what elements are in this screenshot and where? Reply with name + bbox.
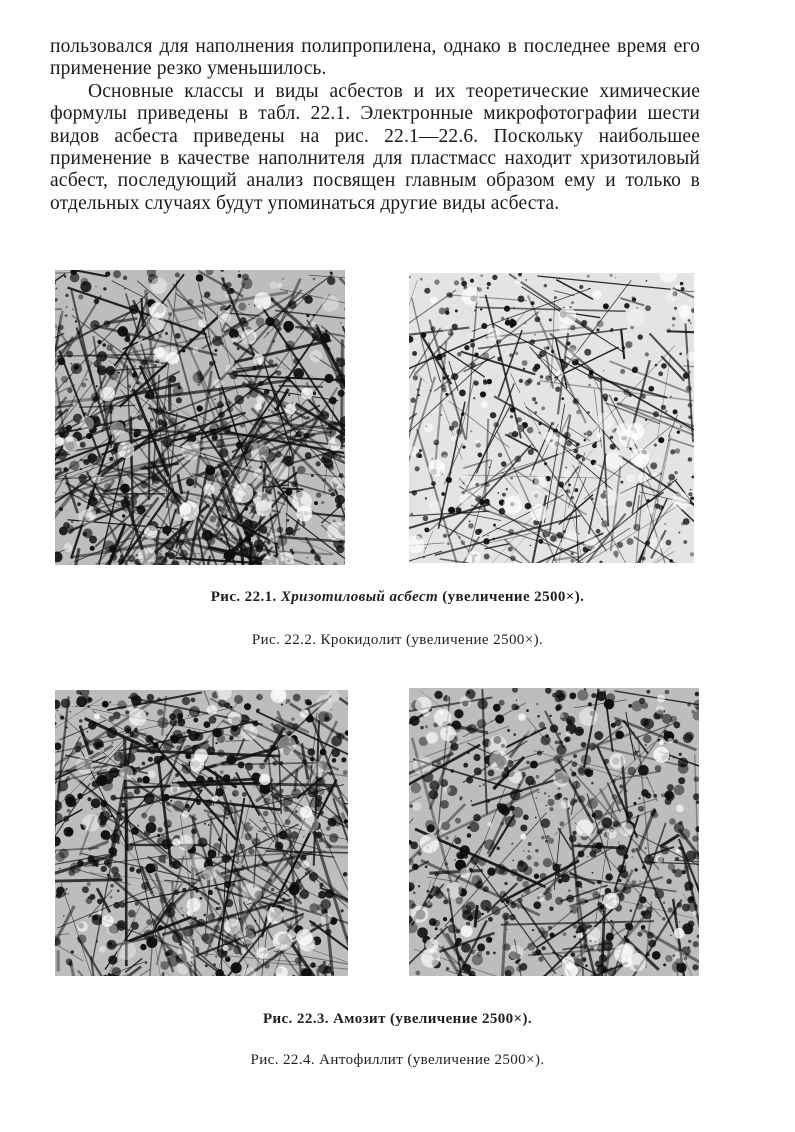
caption-title: Антофиллит — [319, 1052, 404, 1068]
caption-title: Крокидолит — [320, 632, 402, 648]
caption-magnification: (увеличение 2500×). — [442, 589, 585, 605]
micrograph-anthophyllite — [409, 688, 699, 976]
caption-title: Амозит — [333, 1011, 386, 1027]
micrograph-amosite — [55, 690, 348, 976]
caption-magnification: (увеличение 2500×). — [390, 1011, 533, 1027]
caption-figure-22-1 — [0, 589, 795, 606]
body-text — [50, 36, 700, 215]
caption-magnification: (увеличение 2500×). — [407, 1052, 545, 1068]
caption-label: Рис. 22.4. — [250, 1052, 316, 1068]
micrograph-chrysotile — [55, 270, 345, 565]
caption-label: Рис. 22.3. — [262, 1011, 329, 1027]
paragraph-asbestos-classes: Основные классы и виды асбестов и их теоретические химические формулы приведены в табл. 22.1. Электронные микрофотографии шести видов асбеста приведены на рис. 22.1—22.6. Поскольку наибольшее применение в качестве наполнителя для пластмасс находит хризотиловый асбест, последующий анализ посвящен главным образом ему и только в отдельных случаях будут упоминаться другие виды асбеста. — [50, 80, 700, 214]
caption-label: Рис. 22.2. — [251, 632, 317, 648]
caption-label: Рис. 22.1. — [210, 589, 277, 605]
caption-figure-22-3 — [0, 1011, 795, 1028]
paragraph-continuation: пользовался для наполнения полипропилена, однако в последнее время его применение резко уменьшилось. — [50, 36, 700, 80]
caption-figure-22-2 — [0, 632, 795, 649]
caption-magnification: (увеличение 2500×). — [406, 632, 544, 648]
caption-title: Хризотиловый асбест — [280, 589, 439, 605]
micrograph-crocidolite — [409, 273, 694, 563]
caption-figure-22-4 — [0, 1052, 795, 1069]
